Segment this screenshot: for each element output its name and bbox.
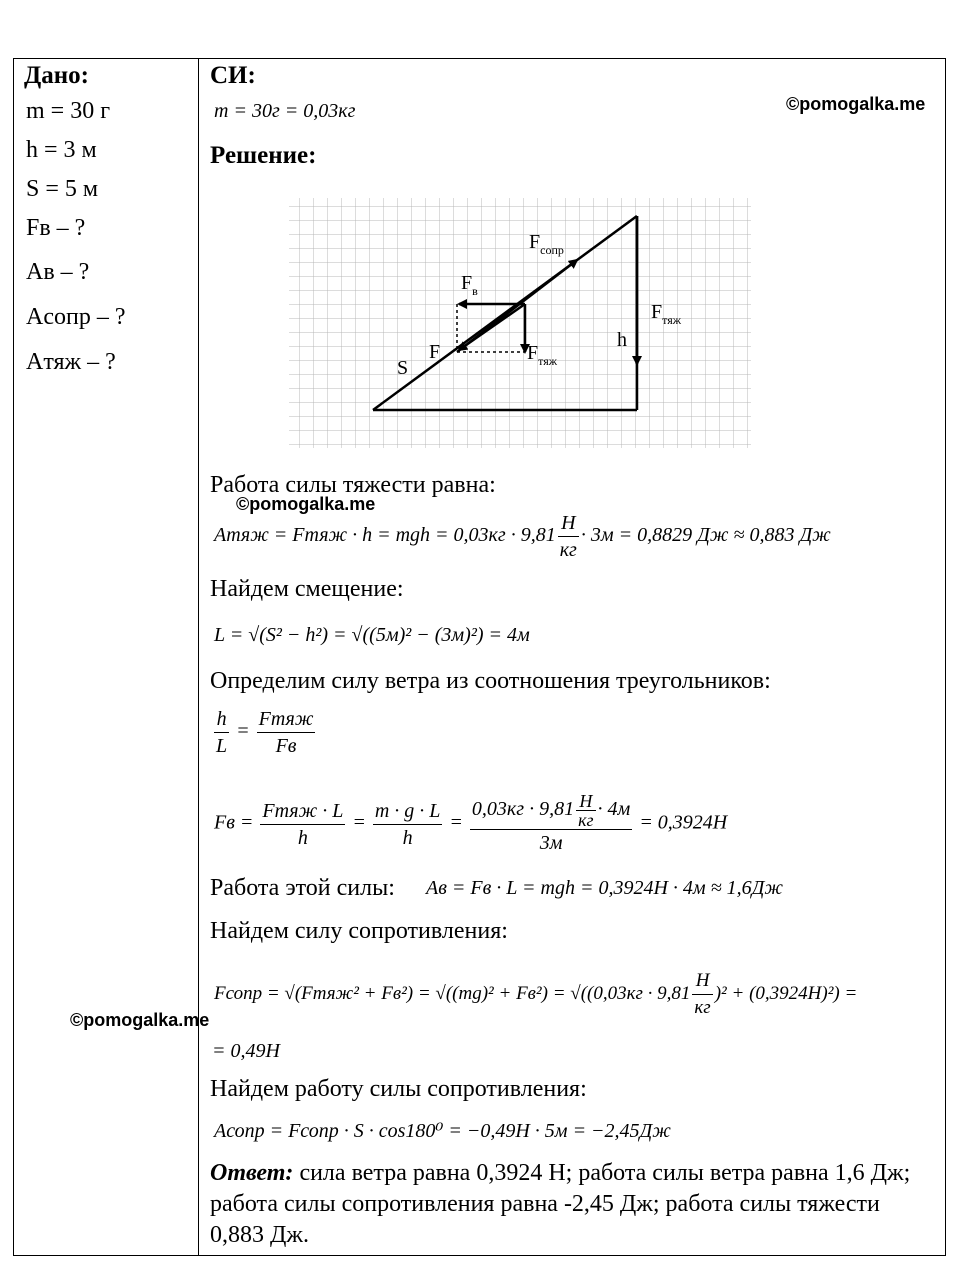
gravity-work-formula: Aтяж = Fтяж · h = mgh = 0,03кг · 9,81 $\frac{Н}{кг}$ · 3м = 0,8829 Дж ≈ 0,883 Дж <box>214 512 831 561</box>
answer-text: сила ветра равна 0,3924 Н; работа силы ветра равна 1,6 Дж; работа силы сопротивления равна -2,45 Дж; работа силы тяжести 0,883 Дж. <box>210 1160 911 1248</box>
label-f-wind: $F_в$ <box>461 272 478 298</box>
label-h: h <box>617 329 627 351</box>
resist-force-title: Найдем силу сопротивления: <box>210 918 508 944</box>
given-mass: m = 30 г <box>26 98 111 124</box>
wind-force-title: Определим силу ветра из соотношения треугольников: <box>210 668 771 694</box>
si-mass-conversion: m = 30г = 0,03кг <box>214 100 356 122</box>
label-f: F <box>429 341 441 363</box>
find-work-resist: Aсопр – ? <box>26 304 126 330</box>
resist-force-formula: Fсопр = √(Fтяж² + Fв²) = √((mg)² + Fв²) = √((0,03кг · 9,81 $\frac{Н}{кг}$ )² + (0,3924Н)²) = <box>214 970 858 1018</box>
find-work-wind: Aв – ? <box>26 259 90 285</box>
watermark-middle: ©pomogalka.me <box>236 494 376 514</box>
column-divider <box>198 58 199 1256</box>
given-distance: S = 5 м <box>26 176 99 202</box>
resist-work-formula: Aсопр = Fсопр · S · cos180⁰ = −0,49Н · 5м = −2,45Дж <box>214 1120 671 1142</box>
solution-header: Решение: <box>210 142 317 169</box>
si-header: СИ: <box>210 62 256 89</box>
find-work-gravity: Aтяж – ? <box>26 349 116 375</box>
given-header: Дано: <box>24 62 89 89</box>
answer-block <box>210 1158 920 1251</box>
ratio-formula: $\frac{h}{L}$ = $\frac{\text{Fтяж}}{Fв}$ <box>216 708 314 757</box>
watermark-left: ©pomogalka.me <box>70 1010 210 1030</box>
given-height: h = 3 м <box>26 137 97 163</box>
wind-force-formula: Fв = $\frac{\text{Fтяж · L}}{h}$ = $\frac{m \cdot g \cdot L}{h}$ = 0,03кг · 9,81 $\frac{Н}{кг}$ · 4м 3м = 0,3924Н <box>214 791 728 854</box>
gravity-work-title: Работа силы тяжести равна: <box>210 472 496 498</box>
label-s: S <box>397 357 409 379</box>
incline-force-diagram <box>285 192 755 454</box>
wind-work-formula: Aв = Fв · L = mgh = 0,3924Н · 4м ≈ 1,6Дж <box>426 877 784 899</box>
label-f-gravity-inner: $F_{тяж}$ <box>527 342 558 368</box>
wind-work-label: Работа этой силы: <box>210 875 395 901</box>
resist-work-title: Найдем работу силы сопротивления: <box>210 1076 587 1102</box>
watermark-top: ©pomogalka.me <box>786 94 926 114</box>
displacement-title: Найдем смещение: <box>210 576 404 602</box>
label-f-gravity-right: $F_{тяж}$ <box>651 301 682 327</box>
displacement-formula: L = √(S² − h²) = √((5м)² − (3м)²) = 4м <box>214 624 530 646</box>
answer-label: Ответ: <box>210 1160 294 1186</box>
resist-force-result: = 0,49Н <box>212 1040 280 1062</box>
label-f-resist: $F_{сопр}$ <box>529 231 564 257</box>
find-force-wind: Fв – ? <box>26 215 86 241</box>
